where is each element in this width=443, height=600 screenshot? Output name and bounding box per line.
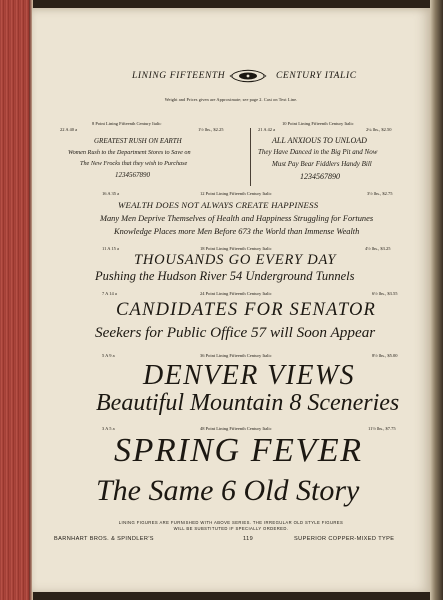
spec-12pt-line3: Knowledge Places more Men Before 673 the World than Immense Wealth: [114, 227, 360, 236]
spec-8pt-line1: GREATEST RUSH ON EARTH: [94, 137, 182, 145]
spec-12pt-line1: WEALTH DOES NOT ALWAYS CREATE HAPPINESS: [118, 200, 319, 210]
spec-18pt-count: 11 A 15 a: [102, 246, 119, 251]
spec-48pt-line1: SPRING FEVER: [114, 432, 363, 469]
spec-24pt-line1: CANDIDATES FOR SENATOR: [116, 300, 377, 320]
spec-18pt-line1: THOUSANDS GO EVERY DAY: [134, 252, 337, 268]
spec-36pt-size-label: 36 Point Lining Fifteenth Century Italic: [200, 353, 272, 358]
spec-10pt-line1: ALL ANXIOUS TO UNLOAD: [272, 136, 367, 145]
spec-48pt-count: 3 A 5 a: [102, 426, 115, 431]
spec-8pt-line3: The New Frocks that they wish to Purchase: [80, 160, 188, 167]
page-edge-right: [430, 0, 443, 600]
spec-10pt-line2: They Have Danced in the Big Pit and Now: [258, 148, 378, 156]
spec-48pt-price: 11½ lbs., $7.75: [368, 426, 396, 431]
spec-10pt-price: 2¼ lbs., $2.50: [366, 127, 392, 132]
spec-10pt-line3: Must Pay Bear Fiddlers Handy Bill: [272, 160, 372, 168]
spec-24pt-price: 6½ lbs., $3.55: [372, 291, 398, 296]
spec-48pt-line2: The Same 6 Old Story: [96, 474, 360, 507]
spec-18pt-line2: Pushing the Hudson River 54 Underground Tunnels: [95, 269, 355, 283]
footer-left: BARNHART BROS. & SPINDLER'S: [54, 536, 154, 542]
spec-18pt-size-label: 18 Point Lining Fifteenth Century Italic: [200, 246, 272, 251]
spec-12pt-price: 3½ lbs., $2.75: [367, 191, 393, 196]
spec-12pt-count: 16 A 35 a: [102, 191, 120, 196]
header-note: Weight and Prices given are Approximate; see page 2. Cast on Text Line.: [164, 97, 298, 102]
page-number: 119: [243, 536, 254, 542]
spec-18pt-price: 4½ lbs., $3.25: [365, 246, 391, 251]
footer-note-1: LINING FIGURES ARE FURNISHED WITH ABOVE SERIES. THE IRREGULAR OLD STYLE FIGURES: [118, 520, 344, 525]
spec-8pt-price: 1½ lbs., $2.25: [198, 127, 224, 132]
column-divider: [250, 128, 251, 186]
spec-12pt-line2: Many Men Deprive Themselves of Health and Happiness Struggling for Fortunes: [100, 214, 374, 223]
header-title-right: CENTURY ITALIC: [276, 71, 357, 81]
spec-36pt-line1: DENVER VIEWS: [143, 360, 355, 391]
spec-12pt-size-label: 12 Point Lining Fifteenth Century Italic: [200, 191, 272, 196]
spec-48pt-size-label: 48 Point Lining Fifteenth Century Italic: [200, 426, 272, 431]
spec-36pt-price: 8½ lbs., $5.00: [372, 353, 398, 358]
spec-8pt-count: 22 A 40 a: [60, 127, 78, 132]
spec-8pt-size-label: 8 Point Lining Fifteenth Century Italic: [92, 121, 162, 126]
book-binding: [0, 0, 30, 600]
specimen-page: [32, 8, 430, 592]
spec-8pt-line2: Women Rush to the Department Stores to Save on: [68, 149, 191, 156]
spec-24pt-count: 7 A 14 a: [102, 291, 117, 296]
footer-right: SUPERIOR COPPER-MIXED TYPE: [294, 536, 395, 542]
header-title-left: LINING FIFTEENTH: [132, 71, 226, 81]
spec-10pt-line4: 1234567890: [300, 172, 340, 181]
spec-10pt-size-label: 10 Point Lining Fifteenth Century Italic: [282, 121, 354, 126]
spec-24pt-line2: Seekers for Public Office 57 will Soon Appear: [95, 324, 376, 341]
spec-36pt-line2: Beautiful Mountain 8 Sceneries: [96, 390, 400, 416]
header-ornament-icon: [228, 69, 268, 83]
spec-36pt-count: 5 A 9 a: [102, 353, 115, 358]
spec-24pt-size-label: 24 Point Lining Fifteenth Century Italic: [200, 291, 272, 296]
spec-10pt-count: 21 A 42 a: [258, 127, 276, 132]
footer-note-2: WILL BE SUBSTITUTED IF SPECIALLY ORDERED.: [173, 526, 289, 531]
spec-8pt-line4: 1234567890: [115, 171, 150, 179]
